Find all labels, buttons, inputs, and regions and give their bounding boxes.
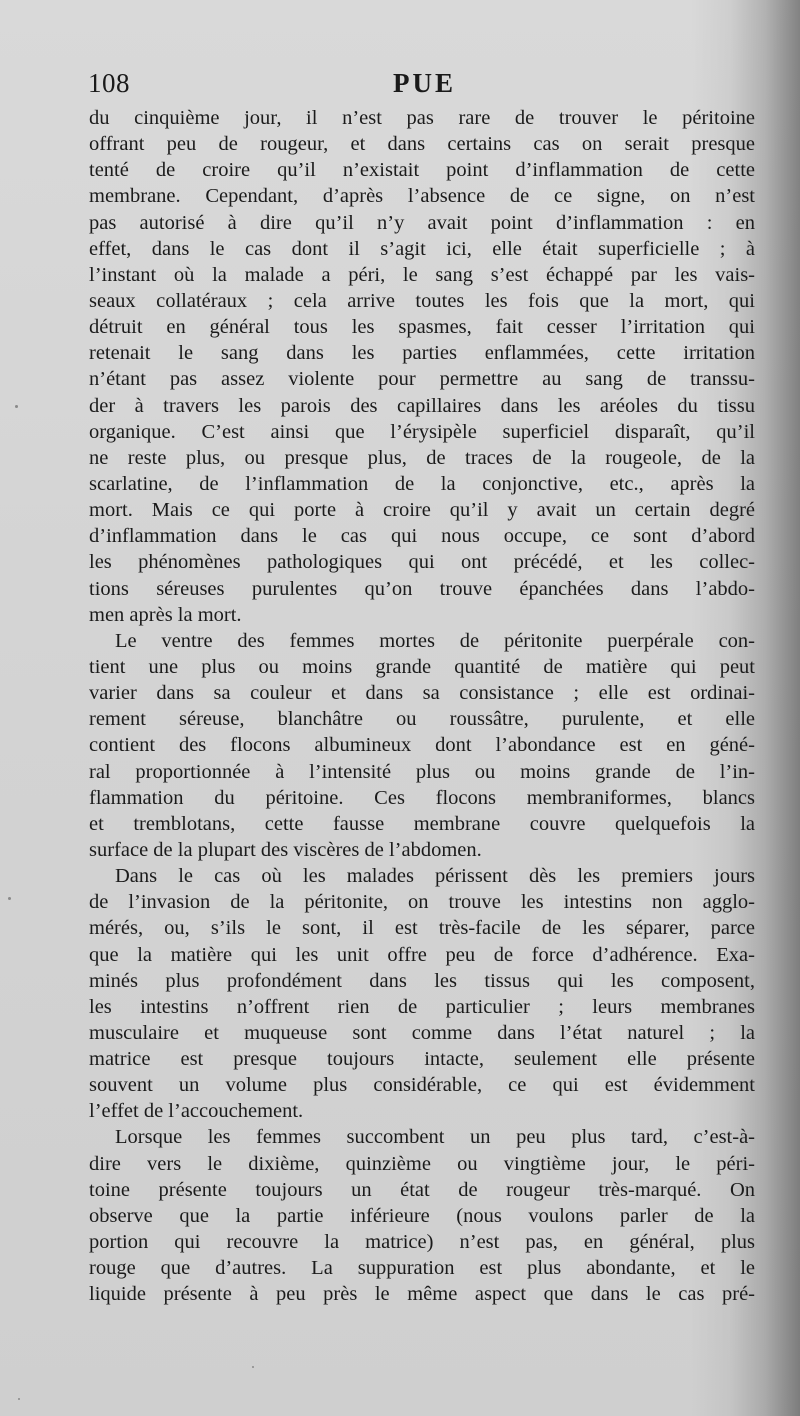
text-line: membrane. Cependant, d’après l’absence de ce signe, on n’est [89, 185, 755, 208]
text-line: mort. Mais ce qui porte à croire qu’il y avait un certain degré [89, 499, 755, 522]
text-line: Lorsque les femmes succombent un peu plus tard, c’est-à- [115, 1126, 755, 1149]
text-line: ral proportionnée à l’intensité plus ou moins grande de l’in- [89, 760, 755, 783]
paper-speck [15, 405, 18, 408]
text-line: rement séreuse, blanchâtre ou roussâtre, purulente, et elle [89, 708, 755, 731]
text-line: l’effet de l’accouchement. [89, 1100, 304, 1123]
text-line: toine présente toujours un état de rougeur très-marqué. On [89, 1178, 755, 1201]
text-line: les intestins n’offrent rien de particulier ; leurs membranes [89, 995, 755, 1018]
text-line: observe que la partie inférieure (nous voulons parler de la [89, 1204, 755, 1227]
paper-speck [18, 1398, 20, 1400]
running-head: PUE [393, 68, 456, 98]
text-line: tions séreuses purulentes qu’on trouve épanchées dans l’abdo- [89, 577, 755, 600]
text-line: Le ventre des femmes mortes de péritonite puerpérale con- [115, 629, 755, 652]
text-line: tenté de croire qu’il n’existait point d’inflammation de cette [89, 159, 755, 182]
text-line: men après la mort. [89, 603, 242, 626]
text-line: et tremblotans, cette fausse membrane couvre quelquefois la [89, 812, 755, 835]
text-line: matrice est presque toujours intacte, seulement elle présente [89, 1048, 755, 1071]
text-line: mérés, ou, s’ils le sont, il est très-facile de les séparer, parce [89, 917, 755, 940]
text-line: seaux collatéraux ; cela arrive toutes les fois que la mort, qui [89, 289, 755, 312]
text-line: rouge que d’autres. La suppuration est plus abondante, et le [89, 1257, 755, 1280]
page-number: 108 [88, 68, 130, 98]
text-line: n’étant pas assez violente pour permettre au sang de transsu- [89, 368, 755, 391]
text-line: tient une plus ou moins grande quantité de matière qui peut [89, 655, 755, 678]
text-line: les phénomènes pathologiques qui ont précédé, et les collec- [89, 551, 755, 574]
text-line: que la matière qui les unit offre peu de force d’adhérence. Exa- [89, 943, 755, 966]
text-line: contient des flocons albumineux dont l’abondance est en géné- [89, 734, 755, 757]
text-line: de l’invasion de la péritonite, on trouve les intestins non agglo- [89, 891, 755, 914]
text-line: flammation du péritoine. Ces flocons membraniformes, blancs [89, 786, 755, 809]
text-line: organique. C’est ainsi que l’érysipèle superficiel disparaît, qu’il [89, 420, 755, 443]
body-text [89, 105, 755, 1307]
text-line: l’instant où la malade a péri, le sang s’est échappé par les vais- [89, 263, 755, 286]
text-line: offrant peu de rougeur, et dans certains cas on serait presque [89, 133, 755, 156]
text-line: souvent un volume plus considérable, ce qui est évidemment [89, 1074, 755, 1097]
text-line: portion qui recouvre la matrice) n’est pas, en général, plus [89, 1231, 755, 1254]
text-line: liquide présente à peu près le même aspect que dans le cas pré- [89, 1283, 755, 1306]
page-header [88, 68, 756, 106]
paper-speck [8, 897, 11, 900]
text-line: détruit en général tous les spasmes, fait cesser l’irritation qui [89, 316, 755, 339]
text-line: du cinquième jour, il n’est pas rare de trouver le péritoine [89, 107, 755, 129]
text-line: retenait le sang dans les parties enflammées, cette irritation [89, 342, 755, 365]
text-line: pas autorisé à dire qu’il n’y avait point d’inflammation : en [89, 211, 755, 234]
text-line: ne reste plus, ou presque plus, de traces de la rougeole, de la [89, 446, 755, 469]
text-line: dire vers le dixième, quinzième ou vingtième jour, le péri- [89, 1152, 755, 1175]
text-line: varier dans sa couleur et dans sa consistance ; elle est ordinai- [89, 682, 755, 705]
text-line: scarlatine, de l’inflammation de la conjonctive, etc., après la [89, 472, 755, 495]
text-line: Dans le cas où les malades périssent dès les premiers jours [115, 865, 755, 888]
text-line: surface de la plupart des viscères de l’abdomen. [89, 838, 482, 861]
text-line: der à travers les parois des capillaires dans les aréoles du tissu [89, 394, 755, 417]
text-line: musculaire et muqueuse sont comme dans l’état naturel ; la [89, 1021, 755, 1044]
text-line: effet, dans le cas dont il s’agit ici, elle était superficielle ; à [89, 237, 755, 260]
text-line: minés plus profondément dans les tissus qui les composent, [89, 969, 755, 992]
paper-speck [252, 1366, 254, 1368]
text-line: d’inflammation dans le cas qui nous occupe, ce sont d’abord [89, 525, 755, 548]
